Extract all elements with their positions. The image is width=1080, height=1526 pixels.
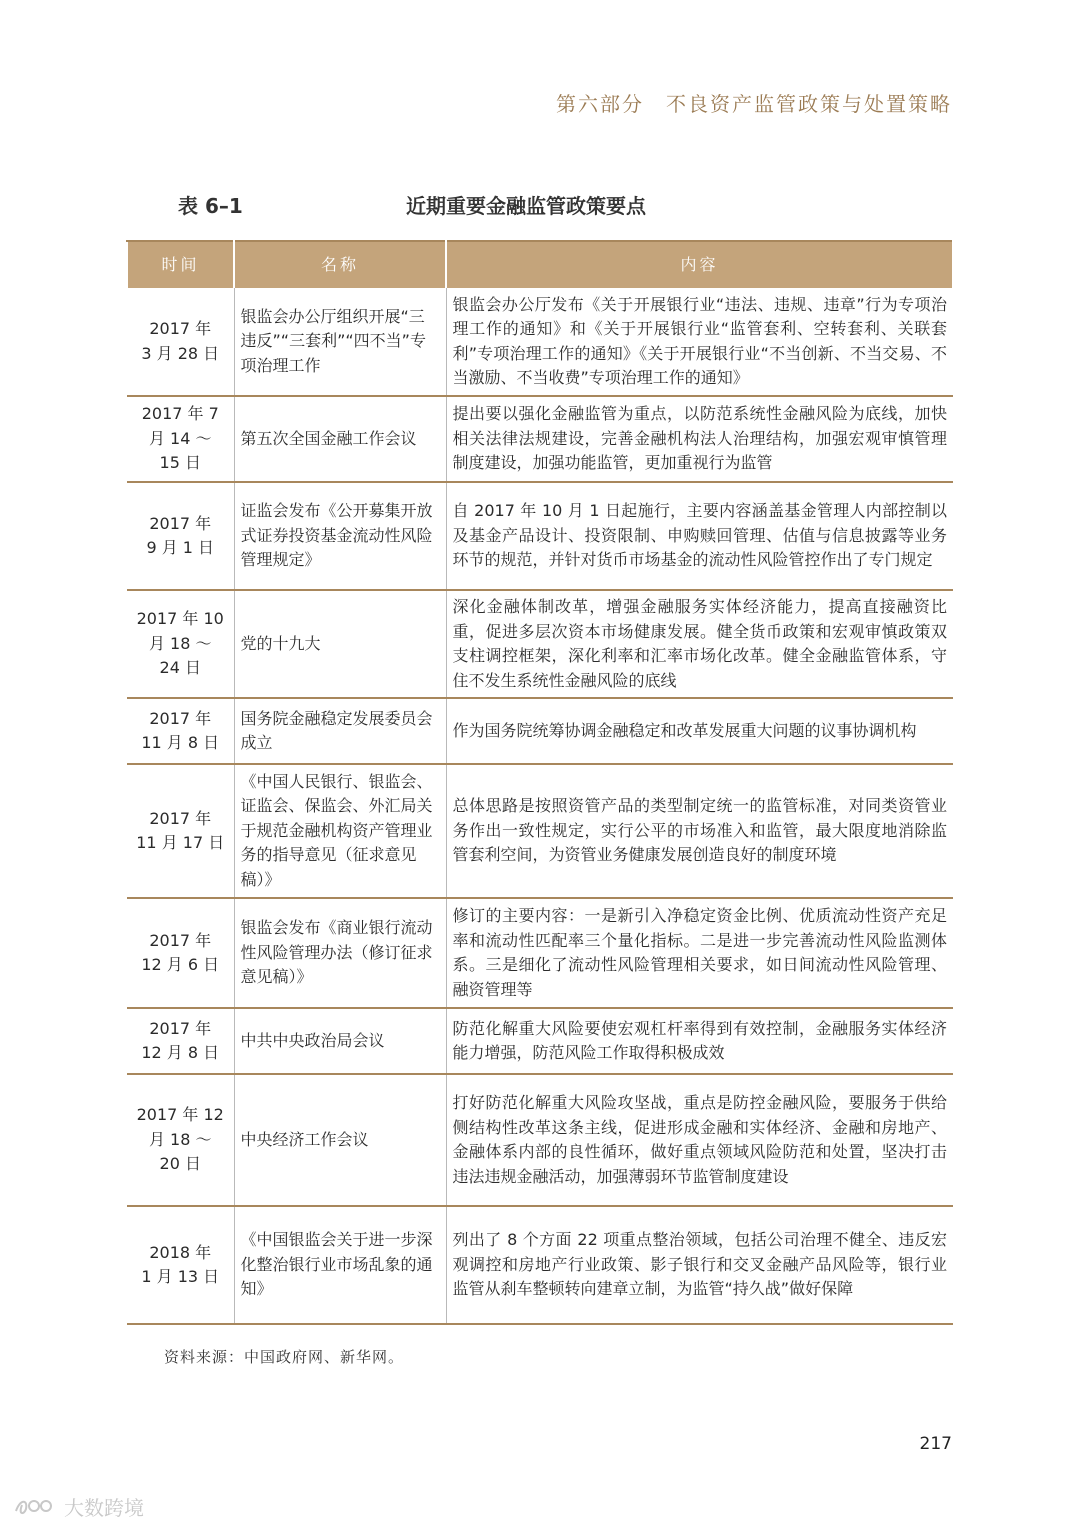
- cell-time: 2017 年 7 月 14 ～ 15 日: [127, 396, 234, 482]
- brand-logo-icon: [14, 1495, 58, 1517]
- cell-content: 作为国务院统筹协调金融稳定和改革发展重大问题的议事协调机构: [446, 698, 953, 764]
- table-row: [127, 764, 953, 898]
- cell-name: 《中国银监会关于进一步深化整治银行业市场乱象的通知》: [234, 1206, 446, 1324]
- table-row: [127, 898, 953, 1008]
- table-row: [127, 1206, 953, 1324]
- table-number: 表 6–1: [178, 194, 243, 218]
- cell-content: 提出要以强化金融监管为重点，以防范系统性金融风险为底线，加快相关法律法规建设，完善金融机构法人治理结构，加强宏观审慎管理制度建设，加强功能监管，更加重视行为监管: [446, 396, 953, 482]
- cell-name: 党的十九大: [234, 590, 446, 698]
- cell-content: 银监会办公厅发布《关于开展银行业“违法、违规、违章”行为专项治理工作的通知》和《关于开展银行业“监管套利、空转套利、关联套利”专项治理工作的通知》《关于开展银行业“不当创新、不当交易、不当激励、不当收费”专项治理工作的通知》: [446, 288, 953, 396]
- table-row: [127, 698, 953, 764]
- cell-name: 中央经济工作会议: [234, 1074, 446, 1206]
- cell-time: 2017 年 12 月 18 ～ 20 日: [127, 1074, 234, 1206]
- table-row: [127, 1074, 953, 1206]
- running-header: 第六部分 不良资产监管政策与处置策略: [556, 92, 952, 116]
- table-header-row: [127, 241, 953, 288]
- cell-content: 自 2017 年 10 月 1 日起施行，主要内容涵盖基金管理人内部控制以及基金产品设计、投资限制、申购赎回管理、估值与信息披露等业务环节的规范，并针对货币市场基金的流动性风险管控作出了专门规定: [446, 482, 953, 590]
- table-row: [127, 590, 953, 698]
- cell-time: 2017 年 11 月 8 日: [127, 698, 234, 764]
- policy-table: [126, 240, 954, 1325]
- column-header-time: 时间: [127, 241, 234, 288]
- cell-name: 银监会发布《商业银行流动性风险管理办法（修订征求意见稿）》: [234, 898, 446, 1008]
- cell-time: 2017 年 12 月 8 日: [127, 1008, 234, 1074]
- table-row: [127, 482, 953, 590]
- cell-time: 2017 年 10 月 18 ～ 24 日: [127, 590, 234, 698]
- table-row: [127, 288, 953, 396]
- column-header-content: 内容: [446, 241, 953, 288]
- cell-content: 列出了 8 个方面 22 项重点整治领域，包括公司治理不健全、违反宏观调控和房地产行业政策、影子银行和交叉金融产品风险等，银行业监管从刹车整顿转向建章立制，为监管“持久战”做好保障: [446, 1206, 953, 1324]
- cell-name: 国务院金融稳定发展委员会成立: [234, 698, 446, 764]
- table-caption: [178, 190, 978, 220]
- column-header-name: 名称: [234, 241, 446, 288]
- cell-name: 银监会办公厅组织开展“三违反”“三套利”“四不当”专项治理工作: [234, 288, 446, 396]
- source-note: 资料来源：中国政府网、新华网。: [164, 1348, 405, 1366]
- table-row: [127, 1008, 953, 1074]
- cell-name: 第五次全国金融工作会议: [234, 396, 446, 482]
- cell-content: 总体思路是按照资管产品的类型制定统一的监管标准，对同类资管业务作出一致性规定，实行公平的市场准入和监管，最大限度地消除监管套利空间，为资管业务健康发展创造良好的制度环境: [446, 764, 953, 898]
- cell-content: 修订的主要内容：一是新引入净稳定资金比例、优质流动性资产充足率和流动性匹配率三个量化指标。二是进一步完善流动性风险监测体系。三是细化了流动性风险管理相关要求，如日间流动性风险管理、融资管理等: [446, 898, 953, 1008]
- table-row: [127, 396, 953, 482]
- cell-time: 2017 年 12 月 6 日: [127, 898, 234, 1008]
- cell-name: 证监会发布《公开募集开放式证券投资基金流动性风险管理规定》: [234, 482, 446, 590]
- cell-time: 2018 年 1 月 13 日: [127, 1206, 234, 1324]
- cell-content: 防范化解重大风险要使宏观杠杆率得到有效控制，金融服务实体经济能力增强，防范风险工作取得积极成效: [446, 1008, 953, 1074]
- cell-time: 2017 年 11 月 17 日: [127, 764, 234, 898]
- cell-time: 2017 年 9 月 1 日: [127, 482, 234, 590]
- cell-content: 打好防范化解重大风险攻坚战，重点是防控金融风险，要服务于供给侧结构性改革这条主线，促进形成金融和实体经济、金融和房地产、金融体系内部的良性循环，做好重点领域风险防范和处置，坚决打击违法违规金融活动，加强薄弱环节监管制度建设: [446, 1074, 953, 1206]
- cell-time: 2017 年 3 月 28 日: [127, 288, 234, 396]
- cell-content: 深化金融体制改革，增强金融服务实体经济能力，提高直接融资比重，促进多层次资本市场健康发展。健全货币政策和宏观审慎政策双支柱调控框架，深化利率和汇率市场化改革。健全金融监管体系，守住不发生系统性金融风险的底线: [446, 590, 953, 698]
- cell-name: 《中国人民银行、银监会、证监会、保监会、外汇局关于规范金融机构资产管理业务的指导意见（征求意见稿）》: [234, 764, 446, 898]
- watermark-text: 大数跨境: [64, 1495, 144, 1520]
- table-body: [127, 288, 953, 1324]
- page-number: 217: [919, 1434, 952, 1454]
- watermark: [14, 1492, 144, 1520]
- cell-name: 中共中央政治局会议: [234, 1008, 446, 1074]
- table-title: 近期重要金融监管政策要点: [406, 194, 646, 218]
